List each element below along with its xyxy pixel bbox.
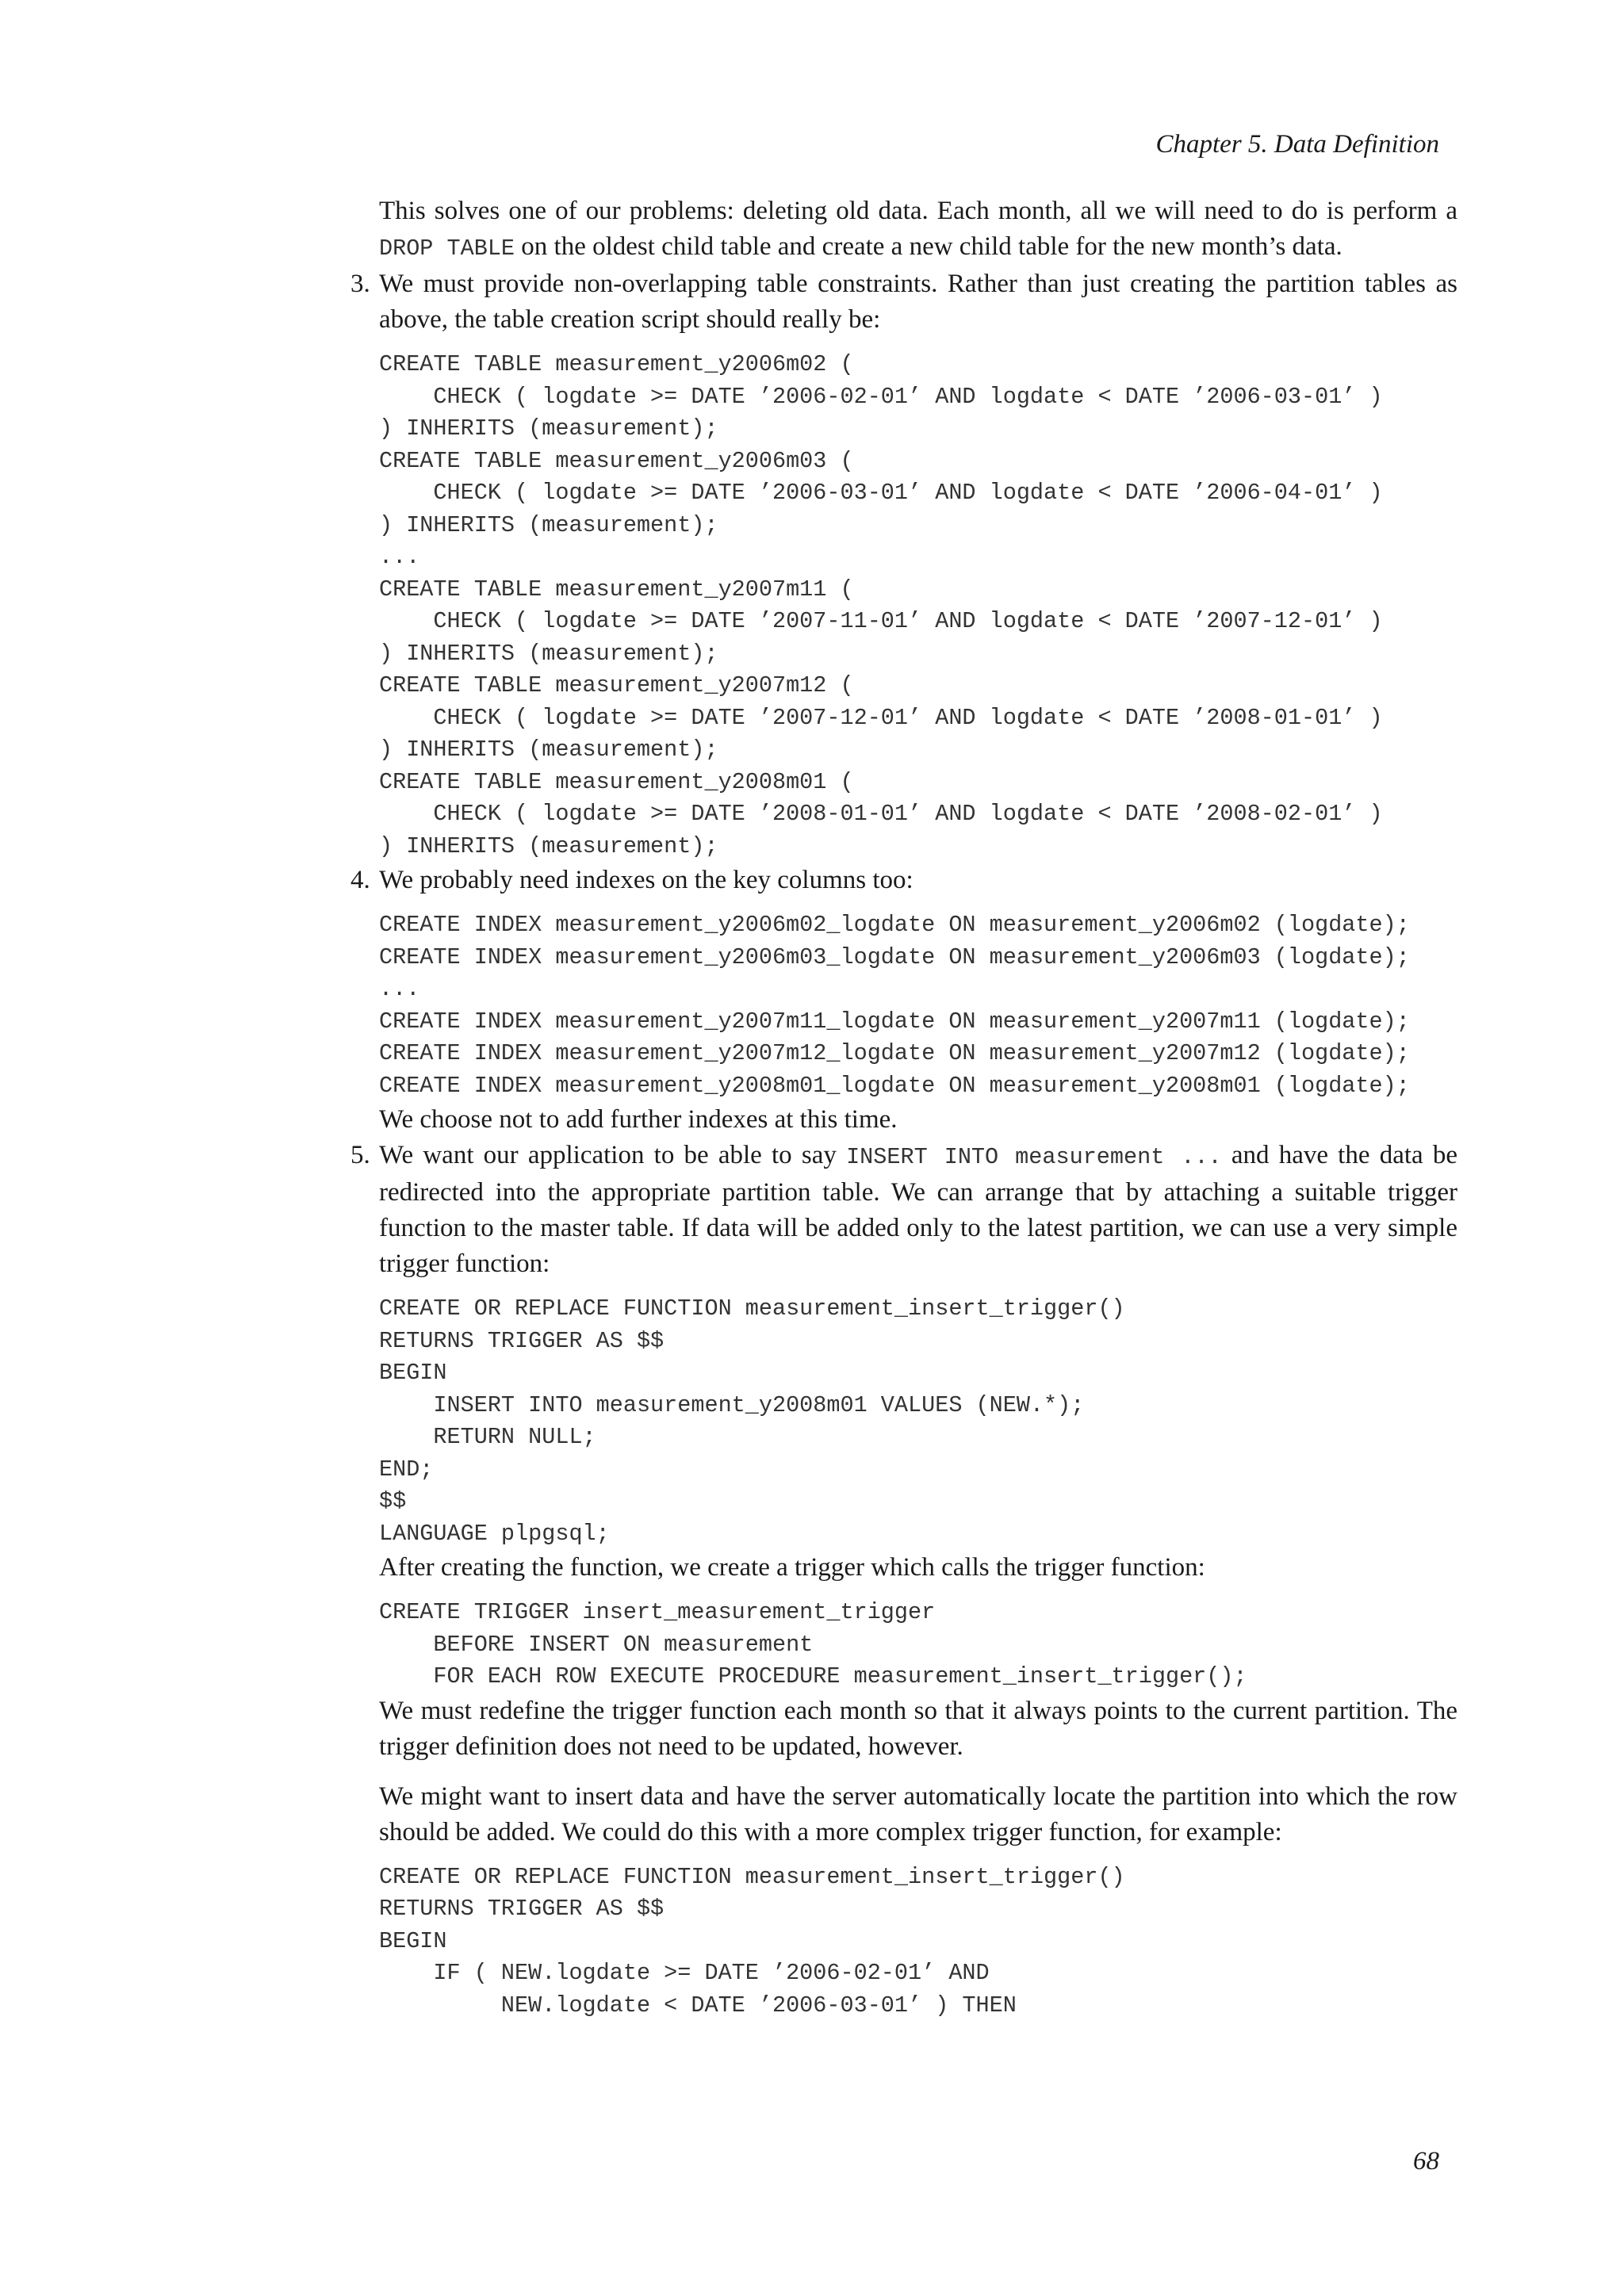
list-item-text (379, 1138, 1457, 1282)
list-item-text: We must provide non-overlapping table constraints. Rather than just creating the partition tables as above, the table creation script should really be: (379, 270, 1457, 334)
paragraph-complex-trigger: We might want to insert data and have the server automatically locate the partition into which the row should be added. We could do this with a more complex trigger function, for example: (379, 1781, 1457, 1846)
list-number: 5. (350, 1141, 370, 1169)
list-item-text: We probably need indexes on the key columns too: (379, 866, 914, 894)
code-block-create-trigger: CREATE TRIGGER insert_measurement_trigger BEFORE INSERT ON measurement FOR EACH ROW EXECUTE PROCEDURE measurement_insert_trigger(); (379, 1599, 1247, 1689)
page-content (350, 193, 1457, 2022)
list-item-4 (350, 863, 1457, 1138)
code-block-create-indexes: CREATE INDEX measurement_y2006m02_logdate ON measurement_y2006m02 (logdate); CREATE INDEX measurement_y2006m03_logdate ON measurement_y2006m03 (logdate); ... CREATE INDEX measurement_y2007m11_logdate ON measurement_y2007m11 (logdate); CREATE INDEX measurement_y2007m12_logdate ON measurement_y2007m12 (logdate); CREATE INDEX measurement_y2008m01_logdate ON measurement_y2008m01 (logdate); (379, 912, 1410, 1099)
inline-code: INSERT INTO measurement ... (846, 1144, 1222, 1170)
inline-code: DROP TABLE (379, 235, 515, 262)
paragraph-text: We want our application to be able to say (379, 1141, 847, 1169)
paragraph-redefine-trigger: We must redefine the trigger function each month so that it always points to the current partition. The trigger definition does not need to be updated, however. (379, 1696, 1457, 1761)
page-number: 68 (1413, 2147, 1439, 2175)
running-header: Chapter 5. Data Definition (1155, 130, 1439, 159)
code-block-create-tables: CREATE TABLE measurement_y2006m02 ( CHECK ( logdate >= DATE ’2006-02-01’ AND logdate < DATE ’2006-03-01’ ) ) INHERITS (measurement); CREATE TABLE measurement_y2006m03 ( CHECK ( logdate >= DATE ’2006-03-01’ AND logdate < DATE ’2006-04-01’ ) ) INHERITS (measurement); ... CREATE TABLE measurement_y2007m11 ( CHECK ( logdate >= DATE ’2007-11-01’ AND logdate < DATE ’2007-12-01’ ) ) INHERITS (measurement); CREATE TABLE measurement_y2007m12 ( CHECK ( logdate >= DATE ’2007-12-01’ AND logdate < DATE ’2008-01-01’ ) ) INHERITS (measurement); CREATE TABLE measurement_y2008m01 ( CHECK ( logdate >= DATE ’2008-01-01’ AND logdate < DATE ’2008-02-01’ ) ) INHERITS (measurement); (379, 351, 1383, 859)
list-number: 4. (350, 866, 370, 894)
code-block-complex-trigger: CREATE OR REPLACE FUNCTION measurement_insert_trigger() RETURNS TRIGGER AS $$ BEGIN IF ( NEW.logdate >= DATE ’2006-02-01’ AND NEW.logdate < DATE ’2006-03-01’ ) THEN (379, 1863, 1125, 2019)
paragraph-text: This solves one of our problems: deleting old data. Each month, all we will need to do is perform a (379, 197, 1457, 225)
code-block-trigger-function: CREATE OR REPLACE FUNCTION measurement_insert_trigger() RETURNS TRIGGER AS $$ BEGIN INSERT INTO measurement_y2008m01 VALUES (NEW.*); RETURN NULL; END; $$ LANGUAGE plpgsql; (379, 1295, 1125, 1547)
list-item-5 (350, 1138, 1457, 2022)
paragraph-no-further-indexes: We choose not to add further indexes at this time. (379, 1105, 898, 1134)
list-number: 3. (350, 270, 370, 298)
paragraph-text: on the oldest child table and create a new child table for the new month’s data. (515, 232, 1342, 261)
paragraph-after-function: After creating the function, we create a trigger which calls the trigger function: (379, 1553, 1205, 1582)
paragraph-text: and have the data be redirected into the appropriate partition table. We can arrange that by attaching a suitable trigger function to the master table. If data will be added only to the latest partition, we can use a very simple trigger function: (379, 1141, 1457, 1278)
paragraph-deleting-old-data (379, 193, 1457, 266)
list-item-3 (350, 266, 1457, 863)
